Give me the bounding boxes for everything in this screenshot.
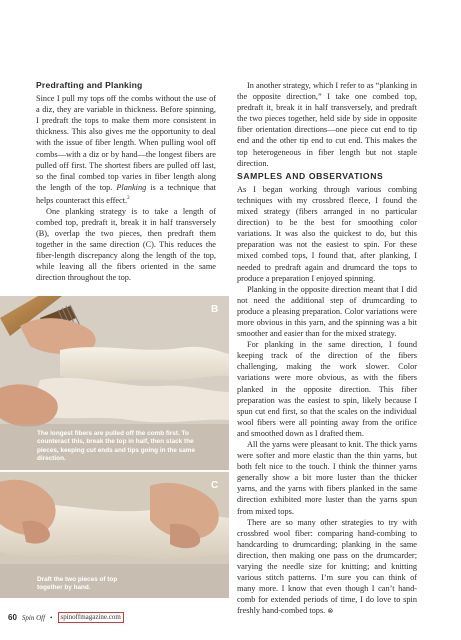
paragraph: In another strategy, which I refer to as “planking in the opposite direction,” I take one combed top, predraft it, break it in half transversely, and predraft the two pieces together, held side by side in opposite fiber orientation directions—one piece cut end to tip end and the other tip end to cut end. This makes the top heterogeneous in fiber length but not staple direction.	[237, 81, 417, 168]
paragraph: Since I pull my tops off the combs without the use of a diz, they are variable in thickness. Before spinning, I predraft the tops to make them more consistent in thickness. This also gives me the opportunity to deal with the issue of fiber length. When pulling wool off combs—with a diz or by hand—the longest fibers are pulled off first. The shortest fibers are pulled off last, so the final combed top varies in fiber length along the length of the top. Planking is a technique that helps counteract this effect.$^2$	[36, 94, 216, 205]
photo-b-caption: The longest fibers are pulled off the comb first. To counteract this, break the top in half, then stack the pieces, keeping cut ends and tips going in the same direction.	[37, 430, 196, 462]
paragraph: Planking in the opposite direction meant that I did not need the additional step of drumcarding to produce a pleasing preparation. Color variations were more obvious in this yarn, and the spinning was a bit smoother and easier than for the mixed strategy.	[237, 284, 417, 339]
paragraph: All the yarns were pleasant to knit. The thick yarns were softer and more elastic than the thin yarns, but both felt nice to the touch. I think the thinner yarns generally show a bit more luster than the thicker yarns, and the yarns with fibers planked in the same direction exhibited more luster than the yarns spun from mixed tops.	[237, 440, 417, 516]
left-column	[36, 80, 216, 283]
website-link[interactable]: spinoffmagazine.com	[58, 612, 124, 623]
paragraph: For planking in the same direction, I found keeping track of the direction of the fibers challenging, making the work slower. Color variations were more obvious, as with the fibers planked in the opposite direction. This fiber preparation was the easiest to spin, likely because I spun cut end first, so that the scales on the individual wool fibers were all pointing away from the orifice and smoothed down as I drafted them.	[237, 340, 417, 438]
magazine-name: Spin Off	[21, 613, 46, 622]
photo-b	[0, 296, 229, 470]
separator: •	[50, 613, 53, 622]
paragraph: There are so many other strategies to try with crossbred wool fiber: comparing hand-combing to handcarding to drumcarding; planking in the same direction, then making one pass on the drumcarder; varying the needle size for knitting; and knitting various stitch patterns. I’m sure you can think of many more. I know that even though I can’t hand-comb for extended periods of time, I do love to spin freshly hand-combed tops. ⊗	[237, 517, 417, 616]
photo-b-label: B	[211, 304, 219, 315]
section-heading-samples: SAMPLES AND OBSERVATIONS	[237, 170, 384, 181]
photo-c-caption: Draft the two pieces of top together by hand.	[37, 576, 118, 592]
section-heading-predrafting: Predrafting and Planking	[36, 80, 143, 90]
photo-c-label: C	[211, 480, 219, 491]
end-mark-icon: ⊗	[327, 607, 334, 616]
photo-c	[0, 472, 229, 598]
page-footer	[8, 612, 124, 623]
term-planking: Planking	[116, 182, 147, 192]
paragraph: As I began working through various combing techniques with my crossbred fleece, I found the mixed strategy (fibers arranged in no particular direction) to be the best for smoothing color variations. It was also the quickest to do, but this preparation was not the easiest to spin. For these mixed combed tops, I found that, after planking, I needed to predraft again and drumcard the tops to produce a preparation I enjoyed spinning.	[237, 184, 417, 283]
footnote-ref: 2	[127, 195, 130, 201]
page-number: 60	[8, 613, 17, 622]
paragraph: One planking strategy is to take a length of combed top, predraft it, break it in half transversely (B), overlap the two pieces, then predraft them together in the same direction (C). This reduces the fiber-length discrepancy along the length of the top, while leaving all the fibers oriented in the same direction throughout the top.	[36, 206, 216, 283]
right-column	[237, 80, 417, 618]
